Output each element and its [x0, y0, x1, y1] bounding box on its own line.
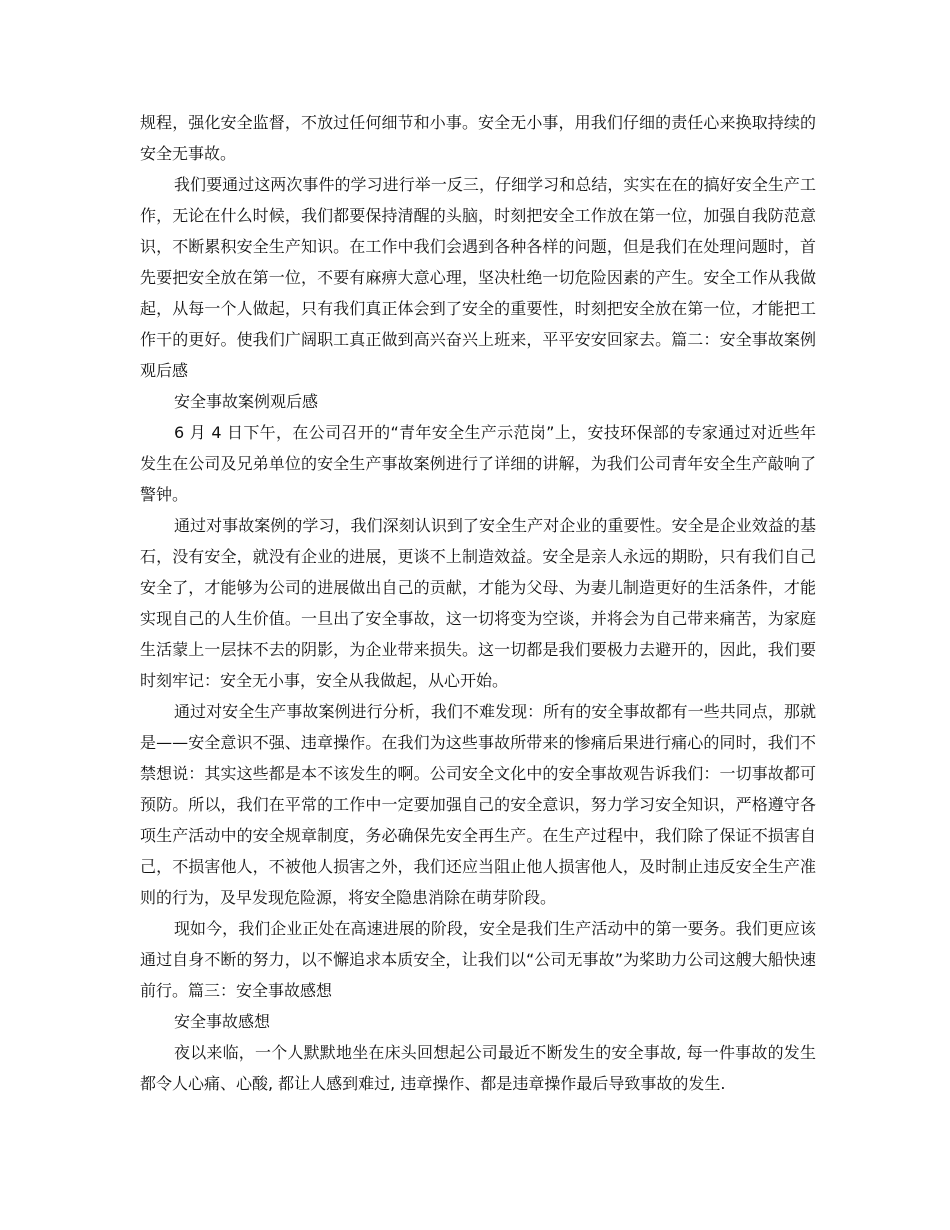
document-body [140, 107, 816, 1099]
paragraph-2: 我们要通过这两次事件的学习进行举一反三，仔细学习和总结，实实在在的搞好安全生产工作，无论在什么时候，我们都要保持清醒的头脑，时刻把安全工作放在第一位，加强自我防范意识，不断累积安全生产知识。在工作中我们会遇到各种各样的问题，但是我们在处理问题时，首先要把安全放在第一位，不要有麻痹大意心理，坚决杜绝一切危险因素的产生。安全工作从我做起，从每一个人做起，只有我们真正体会到了安全的重要性，时刻把安全放在第一位，才能把工作干的更好。使我们广阔职工真正做到高兴奋兴上班来，平平安安回家去。篇二：安全事故案例观后感 [140, 175, 816, 380]
paragraph-6: 现如今，我们企业正处在高速进展的阶段，安全是我们生产活动中的第一要务。我们更应该通过自身不断的努力，以不懈追求本质安全，让我们以“公司无事故”为桨助力公司这艘大船快速前行。篇三：安全事故感想 [140, 919, 816, 1000]
paragraph-7: 夜以来临，一个人默默地坐在床头回想起公司最近不断发生的安全事故, 每一件事故的发生都令人心痛、心酸, 都让人感到难过, 违章操作、都是违章操作最后导致事故的发生. [140, 1043, 816, 1093]
section-heading-3: 安全事故感想 [174, 1012, 271, 1031]
paragraph-5: 通过对安全生产事故案例进行分析，我们不难发现：所有的安全事故都有一些共同点，那就是——安全意识不强、违章操作。在我们为这些事故所带来的惨痛后果进行痛心的同时，我们不禁想说：其实这些都是本不该发生的啊。公司安全文化中的安全事故观告诉我们：一切事故都可预防。所以，我们在平常的工作中一定要加强自己的安全意识，努力学习安全知识，严格遵守各项生产活动中的安全规章制度，务必确保先安全再生产。在生产过程中，我们除了保证不损害自己，不损害他人，不被他人损害之外，我们还应当阻止他人损害他人，及时制止违反安全生产准则的行为，及早发现危险源，将安全隐患消除在萌芽阶段。 [140, 702, 816, 907]
section-heading-2: 安全事故案例观后感 [174, 392, 319, 411]
paragraph-4: 通过对事故案例的学习，我们深刻认识到了安全生产对企业的重要性。安全是企业效益的基石，没有安全，就没有企业的进展，更谈不上制造效益。安全是亲人永远的期盼，只有我们自己安全了，才能够为公司的进展做出自己的贡献，才能为父母、为妻儿制造更好的生活条件，才能实现自己的人生价值。一旦出了安全事故，这一切将变为空谈，并将会为自己带来痛苦，为家庭生活蒙上一层抹不去的阴影，为企业带来损失。这一切都是我们要极力去避开的，因此，我们要时刻牢记：安全无小事，安全从我做起，从心开始。 [140, 516, 816, 690]
paragraph-3: 6 月 4 日下午，在公司召开的“青年安全生产示范岗”上，安技环保部的专家通过对近些年发生在公司及兄弟单位的安全生产事故案例进行了详细的讲解，为我们公司青年安全生产敲响了警钟。 [140, 423, 816, 504]
paragraph-1: 规程，强化安全监督，不放过任何细节和小事。安全无小事，用我们仔细的责任心来换取持续的安全无事故。 [140, 113, 816, 163]
